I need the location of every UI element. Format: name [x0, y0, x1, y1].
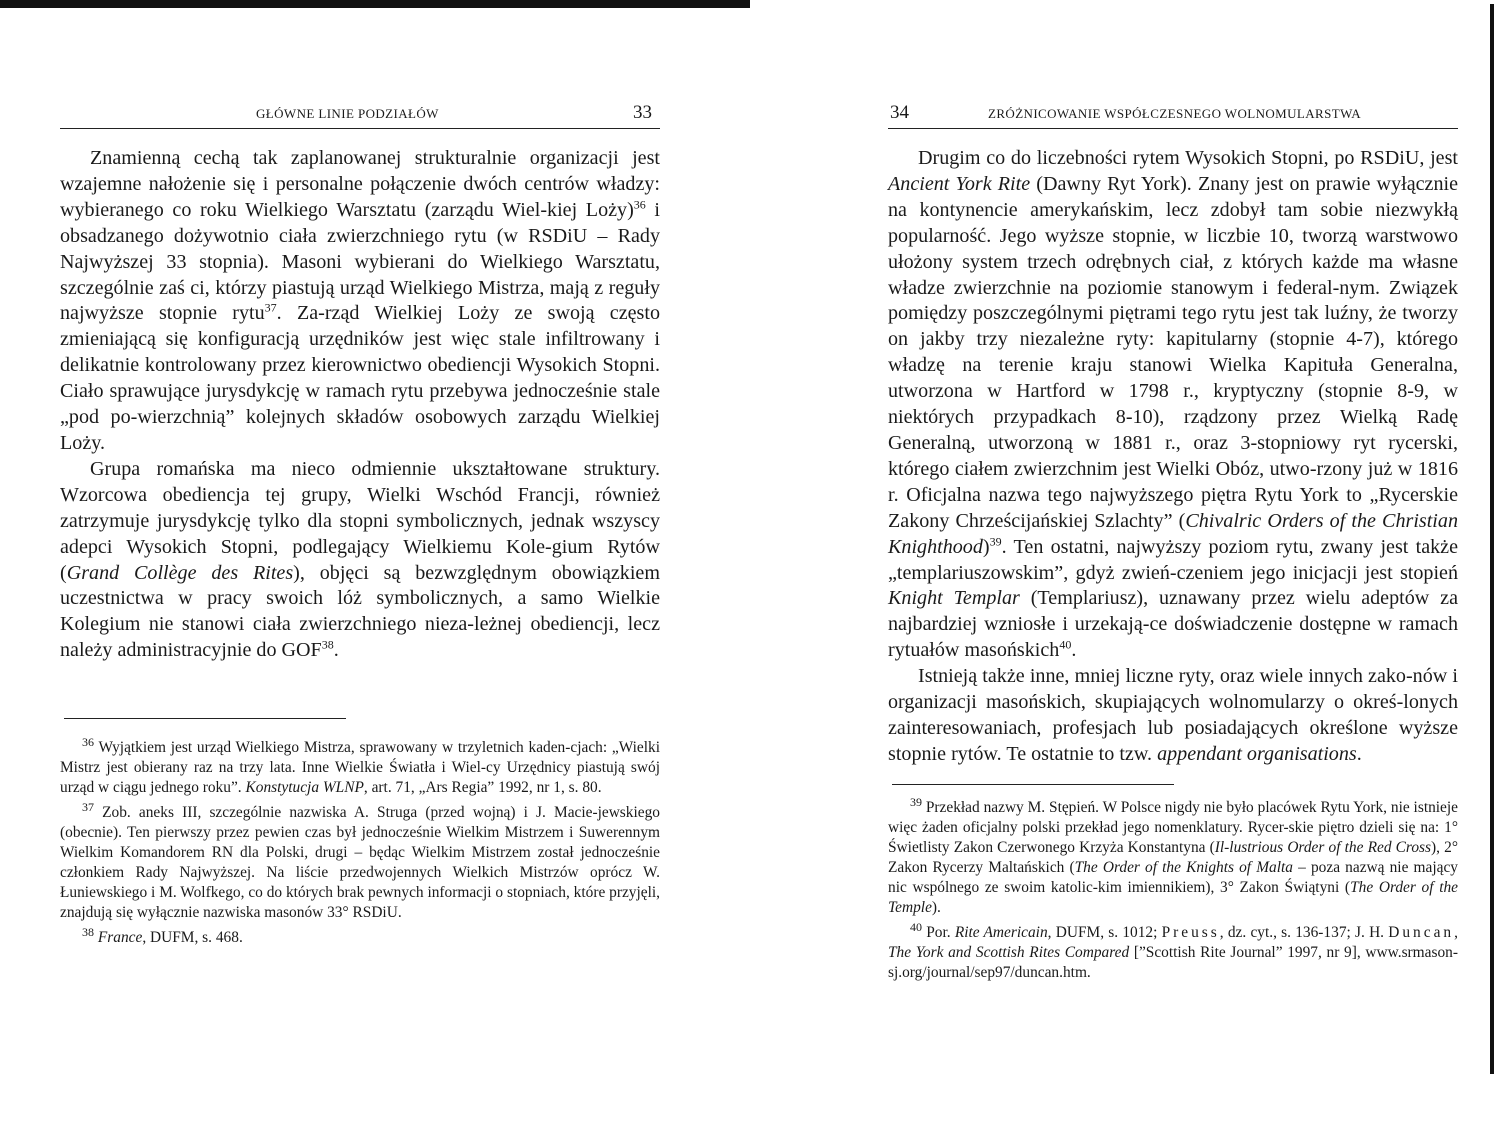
spaced-name: Preuss — [1161, 924, 1220, 941]
text-run: ) — [982, 535, 990, 558]
text-run: . Ten ostatni, najwyższy poziom rytu, zwany jest także „templariuszowskim”, gdyż zwień-czeniem jego inicjacji jest stopień — [888, 535, 1458, 584]
text-run: Znamienną cechą tak zaplanowanej strukturalnie organizacji jest wzajemne nałożenie się i personalne połączenie dwóch centrów władzy: wybieranego co roku Wielkiego Warsztatu (zarządu Wiel-kiej Loży) — [60, 147, 660, 221]
italic-text: Il-lustrious Order of the Red Cross — [1214, 839, 1432, 856]
footnote-ref: 37 — [264, 300, 277, 315]
text-run: – poza nazwą nie mający nic wspólnego ze swoim katolic-kim imiennikiem), 3° Zakon Świątyni ( — [888, 859, 1458, 896]
footnote-ref: 39 — [989, 533, 1002, 548]
footnote — [60, 734, 660, 798]
running-header — [60, 100, 660, 129]
italic-text: The Order of the Knights of Malta — [1074, 859, 1293, 876]
text-run: (Templariusz), uznawany przez wielu adeptów za najbardziej wzniosłe i urzekają-ce doświadczenie dostępne w ramach rytuałów masońskich — [888, 587, 1458, 662]
text-run: Wyjątkiem jest urząd Wielkiego Mistrza, sprawowany w trzyletnich kaden-cjach: „Wielki Mistrz jest obierany raz na trzy lata. Inne Wielkie Światła i Wiel-cy Urzędnicy piastują swój urząd w ciągu jednego roku”. — [60, 739, 660, 796]
italic-text: Rite Americain — [954, 924, 1048, 941]
paragraph — [888, 146, 1458, 664]
footnotes — [888, 794, 1459, 988]
footnote-ref: 38 — [82, 924, 94, 939]
text-run: ), objęci są bezwzględnym obowiązkiem uczestnictwa w pracy swoich lóż symbolicznych, a samo Wielkie Kolegium nie stanowi ciała zwierzchniego nieza-leżnej obediencji, lecz należy administracyjnie do GOF — [60, 561, 660, 662]
body-text — [60, 146, 660, 664]
footnote-ref: 37 — [82, 799, 94, 814]
footnote — [60, 799, 660, 923]
text-run: Grupa romańska ma nieco odmiennie ukształtowane struktury. Wzorcowa obediencja tej grupy, Wielki Wschód Francji, również zatrzymuje jurysdykcję tylko dla stopni symbolicznych, jednak wszyscy adepci Wysokich Stopni, podlegający Wielkiemu Kole-gium Rytów ( — [60, 457, 660, 584]
text-run: , — [1454, 924, 1458, 941]
paragraph — [888, 664, 1458, 768]
italic-text: Konstytucja WLNP — [245, 779, 364, 796]
text-run: . — [333, 639, 339, 662]
text-run: Por. — [922, 924, 955, 941]
italic-text: France — [97, 929, 143, 946]
text-run: , DUFM, s. 1012; — [1047, 924, 1162, 941]
page-left — [60, 0, 660, 1134]
footnote-ref: 36 — [82, 734, 94, 749]
italic-text: The York and Scottish Rites Compared — [888, 944, 1130, 961]
italic-text: The Order of the Temple — [888, 879, 1459, 916]
text-run: Przekład nazwy M. Stępień. W Polsce nigdy nie było placówek Rytu York, nie istnieje więc żaden oficjalny polski przekład jego nomenklatury. Rycer-skie piętro dzieli się na: 1° Świetlisty Zakon Czerwonego Krzyża Konstantyna ( — [888, 799, 1458, 856]
footnote-ref: 38 — [321, 637, 334, 652]
italic-text: Chivalric Orders of the Christian Knighthood — [888, 509, 1458, 558]
italic-text: Knight Templar — [888, 587, 1020, 610]
page-number: 34 — [890, 102, 909, 123]
body-text — [888, 146, 1458, 768]
scan-right-edge — [1490, 4, 1494, 1074]
footnote-ref: 40 — [910, 919, 922, 934]
italic-text: Ancient York Rite — [888, 172, 1031, 195]
italic-text: Grand Collège des Rites — [66, 561, 294, 584]
text-run: . — [1071, 639, 1077, 662]
text-run: ). — [931, 899, 941, 916]
text-run: [”Scottish Rite Journal” 1997, nr 9], www.srmason-sj.org/journal/sep97/duncan.htm. — [888, 944, 1458, 981]
text-run: ), 2° Zakon Rycerzy Maltańskich ( — [888, 839, 1459, 876]
page-number: 33 — [633, 102, 652, 123]
text-run: i obsadzanego dożywotnio ciała zwierzchniego rytu (w RSDiU – Rady Najwyższej 33 stopnia). Masoni wybierani do Wielkiego Warsztatu, szczególnie zaś ci, którzy piastują urząd Wielkiego Mistrza, mają z reguły najwyższe stopnie rytu — [60, 198, 660, 325]
paragraph — [60, 457, 660, 664]
footnote-ref: 39 — [910, 794, 922, 809]
footnote-rule — [64, 718, 346, 719]
italic-text: appendant organisations — [1157, 742, 1357, 765]
footnote-rule — [892, 784, 1174, 785]
text-run: , dz. cyt., s. 136-137; J. H. — [1219, 924, 1389, 941]
page-right — [888, 0, 1458, 1134]
running-header — [888, 100, 1458, 129]
text-run: . — [1356, 742, 1362, 765]
paragraph — [60, 146, 660, 457]
text-run: Istnieją także inne, mniej liczne ryty, oraz wiele innych zako-nów i organizacji masońskich, skupiających wolnomularzy o okreś-lonych zainteresowaniach, profesjach lub posiadających określone wyższe stopnie rytów. Te ostatnie to tzw. — [888, 665, 1458, 765]
footnote — [888, 794, 1459, 918]
footnote — [60, 924, 660, 948]
spaced-name: Duncan — [1388, 924, 1455, 941]
text-run: (Dawny Ryt York). Znany jest on prawie wyłącznie na kontynencie amerykańskim, lecz zdobył tam sobie niezwykłą popularność. Jego wyższe stopnie, w liczbie 10, tworzą warstwowo ułożony system trzech odrębnych ciał, z których każde ma własne władze zwierzchnie na poziomie stanowym i federal-nym. Związek pomiędzy poszczególnymi piętrami tego rytu jest tak luźny, że tworzy on jakby trzy niezależne ryty: kapitularny (stopnie 4-7), którego władzę na terenie kraju stanowi Wielka Kapituła Generalna, utworzona w Hartford w 1798 r., kryptyczny (stopnie 8-9, w niektórych przypadkach 8-10), rządzony przez Wielką Radę Generalną, utworzoną w 1881 r., oraz 3-stopniowy ryt rycerski, którego ciałem zwierzchnim jest Wielki Obóz, utwo-rzony już w 1816 r. Oficjalna nazwa tego najwyższego piętra Rytu York to „Rycerskie Zakony Chrześcijańskiej Szlachty” ( — [888, 172, 1459, 532]
text-run: , DUFM, s. 468. — [142, 929, 243, 946]
footnote-ref: 36 — [633, 197, 646, 212]
footnotes — [60, 734, 660, 953]
text-run: , art. 71, „Ars Regia” 1992, nr 1, s. 80. — [363, 779, 602, 796]
text-run: Drugim co do liczebności rytem Wysokich Stopni, po RSDiU, jest — [918, 147, 1458, 169]
running-header-title: GŁÓWNE LINIE PODZIAŁÓW — [256, 106, 439, 121]
text-run: . Za-rząd Wielkiej Loży ze swoją często zmieniającą się konfiguracją urzędników jest więc stale infiltrowany i delikatnie kontrolowany przez kierownictwo obediencji Wysokich Stopni. Ciało sprawujące jurysdykcję w ramach rytu przebywa jednocześnie stale „pod po-wierzchnią” kolejnych składów osobowych zarządu Wielkiej Loży. — [60, 302, 661, 454]
text-run: Zob. aneks III, szczególnie nazwiska A. Struga (przed wojną) i J. Macie-jewskiego (obecnie). Ten pierwszy przez pewien czas był jednocześnie Wielkim Mistrzem i Suwerennym Wielkim Komandorem RN dla Polski, drugi – będąc Wielkim Mistrzem został jednocześnie członkiem Rady Najwyższej. Na liście przedwojennych Wielkich Mistrzów oprócz W. Łuniewskiego i M. Wolfkego, co do których brak pewnych informacji o stopniach, które przyjęli, znajdują się wyłącznie nazwiska masonów 33° RSDiU. — [60, 804, 660, 921]
running-header-title: ZRÓŻNICOWANIE WSPÓŁCZESNEGO WOLNOMULARSTWA — [988, 106, 1362, 121]
footnote-ref: 40 — [1059, 637, 1072, 652]
footnote — [888, 919, 1458, 983]
